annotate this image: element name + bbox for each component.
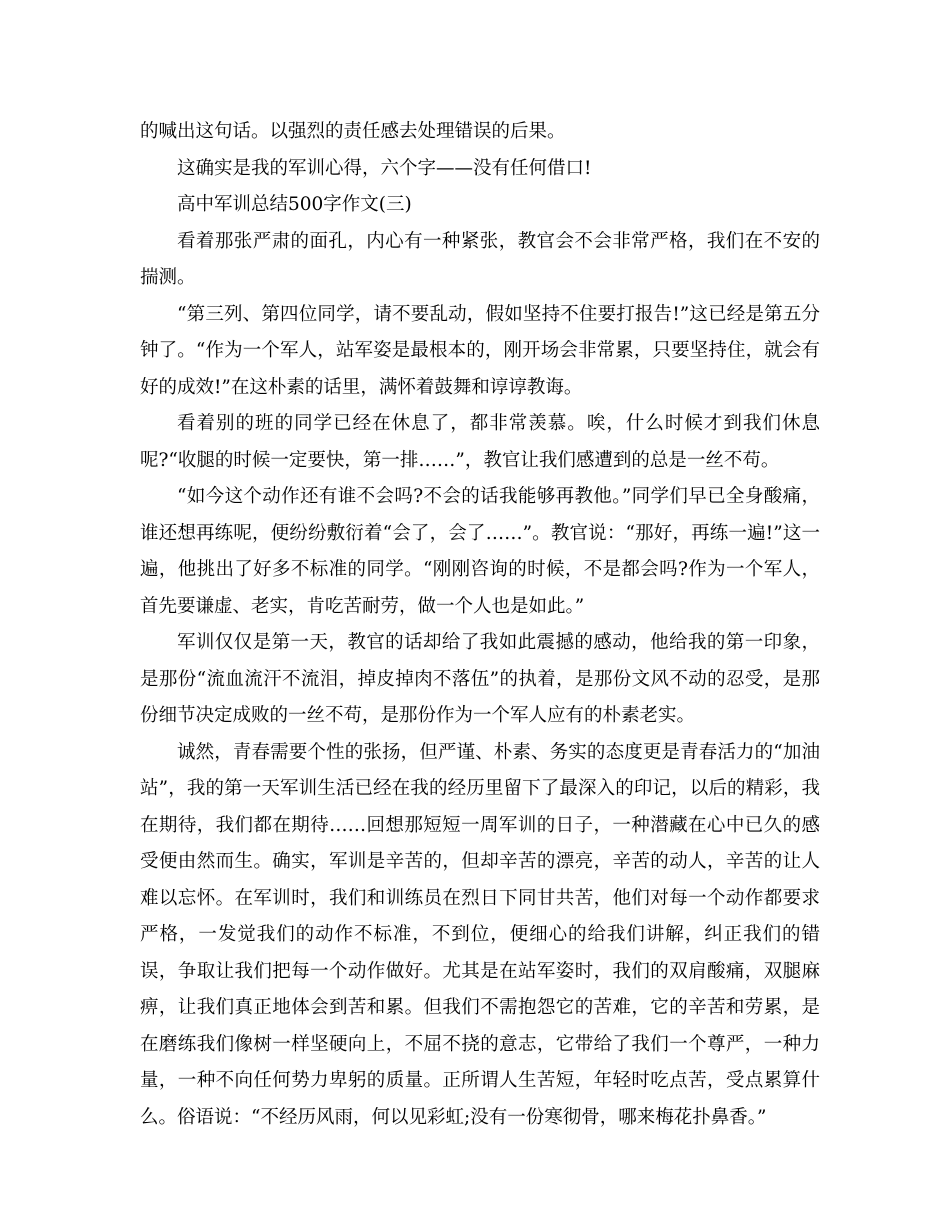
- paragraph: 诚然，青春需要个性的张扬，但严谨、朴素、务实的态度更是青春活力的“加油站”，我的第一天军训生活已经在我的经历里留下了最深入的印记，以后的精彩，我在期待，我们都在期待……回想那短短一周军训的日子，一种潜藏在心中已久的感受便由然而生。确实，军训是辛苦的，但却辛苦的漂亮，辛苦的动人，辛苦的让人难以忘怀。在军训时，我们和训练员在烈日下同甘共苦，他们对每一个动作都要求严格，一发觉我们的动作不标准，不到位，便细心的给我们讲解，纠正我们的错误，争取让我们把每一个动作做好。尤其是在站军姿时，我们的双肩酸痛，双腿麻痹，让我们真正地体会到苦和累。但我们不需抱怨它的苦难，它的辛苦和劳累，是在磨练我们像树一样坚硬向上，不屈不挠的意志，它带给了我们一个尊严，一种力量，一种不向任何势力卑躬的质量。正所谓人生苦短，年轻时吃点苦，受点累算什么。俗语说：“不经历风雨，何以见彩虹;没有一份寒彻骨，哪来梅花扑鼻香。”: [140, 741, 820, 1128]
- paragraph: 军训仅仅是第一天，教官的话却给了我如此震撼的感动，他给我的第一印象，是那份“流血流汗不流泪，掉皮掉肉不落伍”的执着，是那份文风不动的忍受，是那份细节决定成败的一丝不苟，是那份作为一个军人应有的朴素老实。: [140, 632, 820, 726]
- paragraph: 的喊出这句话。以强烈的责任感去处理错误的后果。: [140, 121, 566, 142]
- paragraph: 这确实是我的军训心得，六个字——没有任何借口!: [177, 157, 592, 179]
- document-body: [140, 114, 820, 1136]
- paragraph: 看着那张严肃的面孔，内心有一种紧张，教官会不会非常严格，我们在不安的揣测。: [140, 230, 820, 288]
- paragraph: “如今这个动作还有谁不会吗?不会的话我能够再教他。”同学们早已全身酸痛，谁还想再练呢，便纷纷敷衍着“会了，会了……”。教官说：“那好，再练一遍!”这一遍，他挑出了好多不标准的同学。“刚刚咨询的时候，不是都会吗?作为一个军人，首先要谦虚、老实，肯吃苦耐劳，做一个人也是如此。”: [140, 486, 820, 617]
- paragraph: 看着别的班的同学已经在休息了，都非常羡慕。唉，什么时候才到我们休息呢?“收腿的时候一定要快，第一排……”，教官让我们感遭到的总是一丝不苟。: [140, 413, 820, 471]
- paragraph: “第三列、第四位同学，请不要乱动，假如坚持不住要打报告!”这已经是第五分钟了。“作为一个军人，站军姿是最根本的，刚开场会非常累，只要坚持住，就会有好的成效!”在这朴素的话里，满怀着鼓舞和谆谆教诲。: [140, 303, 820, 398]
- section-heading: 高中军训总结500字作文(三): [177, 194, 412, 215]
